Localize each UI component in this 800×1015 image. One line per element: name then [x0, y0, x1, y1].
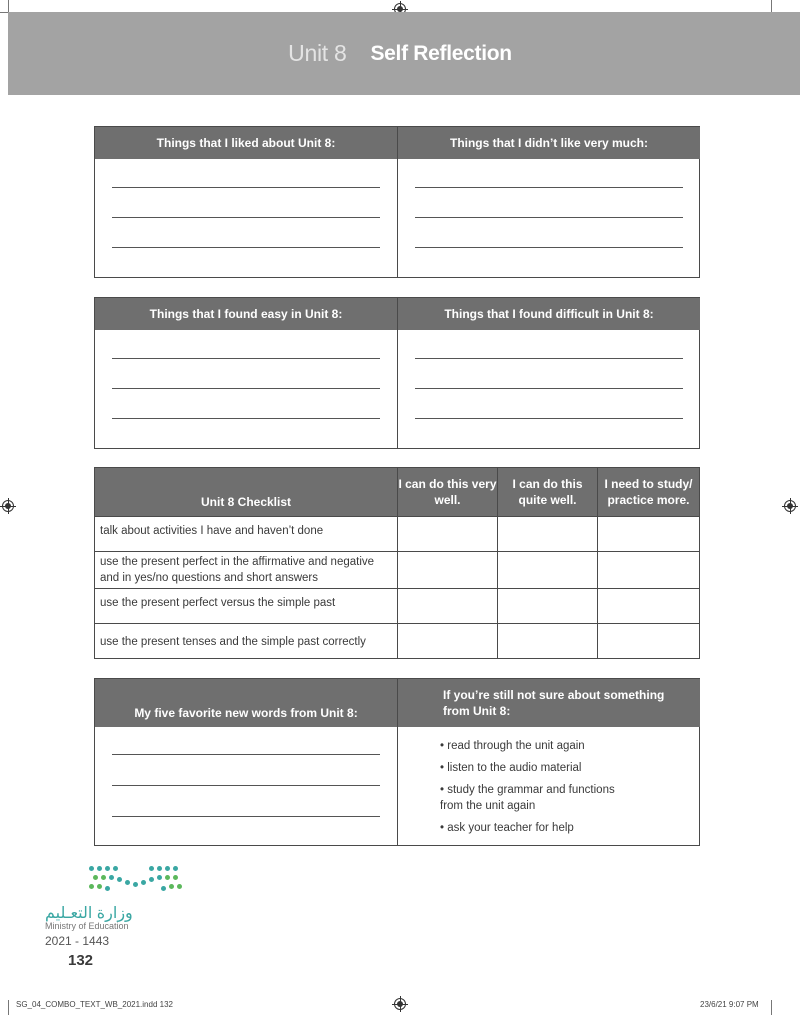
checkbox-cell[interactable]	[498, 589, 597, 623]
tips-header	[398, 679, 700, 727]
checkbox-cell[interactable]	[498, 624, 597, 658]
writing-line[interactable]	[112, 754, 380, 755]
ministry-english-name: Ministry of Education	[45, 921, 129, 931]
writing-line[interactable]	[112, 217, 380, 218]
liked-table	[94, 126, 700, 278]
column-need-study: I need to study/ practice more.	[598, 468, 699, 516]
checklist-row: talk about activities I have and haven’t done	[100, 525, 324, 537]
file-name: SG_04_COMBO_TEXT_WB_2021.indd 132	[16, 1000, 173, 1009]
words-header: My five favorite new words from Unit 8:	[95, 679, 397, 727]
tip-item: • study the grammar and functions from the unit again	[440, 784, 615, 812]
writing-line[interactable]	[112, 247, 380, 248]
checkbox-cell[interactable]	[598, 552, 699, 588]
bullet-icon: •	[440, 822, 445, 834]
page-title	[0, 12, 800, 95]
tip-item: • ask your teacher for help	[440, 822, 574, 834]
column-very-well: I can do this very well.	[398, 468, 497, 516]
writing-line[interactable]	[415, 217, 683, 218]
writing-line[interactable]	[415, 187, 683, 188]
registration-mark-icon	[784, 500, 796, 512]
writing-line[interactable]	[112, 785, 380, 786]
writing-line[interactable]	[415, 418, 683, 419]
checkbox-cell[interactable]	[498, 552, 597, 588]
unit-label: Unit 8	[288, 40, 347, 66]
writing-line[interactable]	[415, 247, 683, 248]
writing-line[interactable]	[415, 358, 683, 359]
bullet-icon: •	[440, 740, 445, 752]
ministry-logo-icon	[85, 862, 185, 898]
bullet-icon: •	[440, 762, 445, 774]
checkbox-cell[interactable]	[598, 589, 699, 623]
crop-mark	[8, 1000, 9, 1015]
writing-line[interactable]	[112, 388, 380, 389]
ministry-arabic-name: وزارة التعـليم	[45, 905, 133, 922]
section-title: Self Reflection	[370, 41, 512, 65]
checkbox-cell[interactable]	[398, 624, 497, 658]
checkbox-cell[interactable]	[398, 517, 497, 551]
registration-mark-icon	[2, 500, 14, 512]
bullet-icon: •	[440, 784, 445, 796]
words-table	[94, 678, 700, 846]
checklist-row: use the present perfect versus the simple past	[100, 597, 336, 609]
liked-header: Things that I liked about Unit 8:	[95, 127, 397, 159]
checkbox-cell[interactable]	[398, 589, 497, 623]
writing-line[interactable]	[112, 418, 380, 419]
checklist-row: use the present perfect in the affirmative and negative and in yes/no questions and short answers	[100, 556, 375, 584]
easy-table	[94, 297, 700, 449]
page-number: 132	[68, 952, 94, 969]
tips-header-text: If you’re still not sure about something from Unit 8:	[443, 688, 665, 718]
print-timestamp: 23/6/21 9:07 PM	[700, 1000, 759, 1009]
checklist-table	[94, 467, 700, 659]
easy-header: Things that I found easy in Unit 8:	[95, 298, 397, 330]
registration-mark-icon	[394, 998, 406, 1010]
academic-years: 2021 - 1443	[45, 934, 110, 948]
checkbox-cell[interactable]	[598, 517, 699, 551]
tip-item: • listen to the audio material	[440, 762, 582, 774]
disliked-header: Things that I didn’t like very much:	[398, 127, 700, 159]
crop-mark	[771, 1000, 772, 1015]
checklist-title: Unit 8 Checklist	[95, 468, 397, 516]
checklist-row: use the present tenses and the simple past correctly	[100, 636, 366, 648]
column-quite-well: I can do this quite well.	[498, 468, 597, 516]
writing-line[interactable]	[112, 358, 380, 359]
writing-line[interactable]	[112, 187, 380, 188]
writing-line[interactable]	[112, 816, 380, 817]
writing-line[interactable]	[415, 388, 683, 389]
checkbox-cell[interactable]	[498, 517, 597, 551]
checkbox-cell[interactable]	[398, 552, 497, 588]
checkbox-cell[interactable]	[598, 624, 699, 658]
tip-item: • read through the unit again	[440, 740, 585, 752]
difficult-header: Things that I found difficult in Unit 8:	[398, 298, 700, 330]
